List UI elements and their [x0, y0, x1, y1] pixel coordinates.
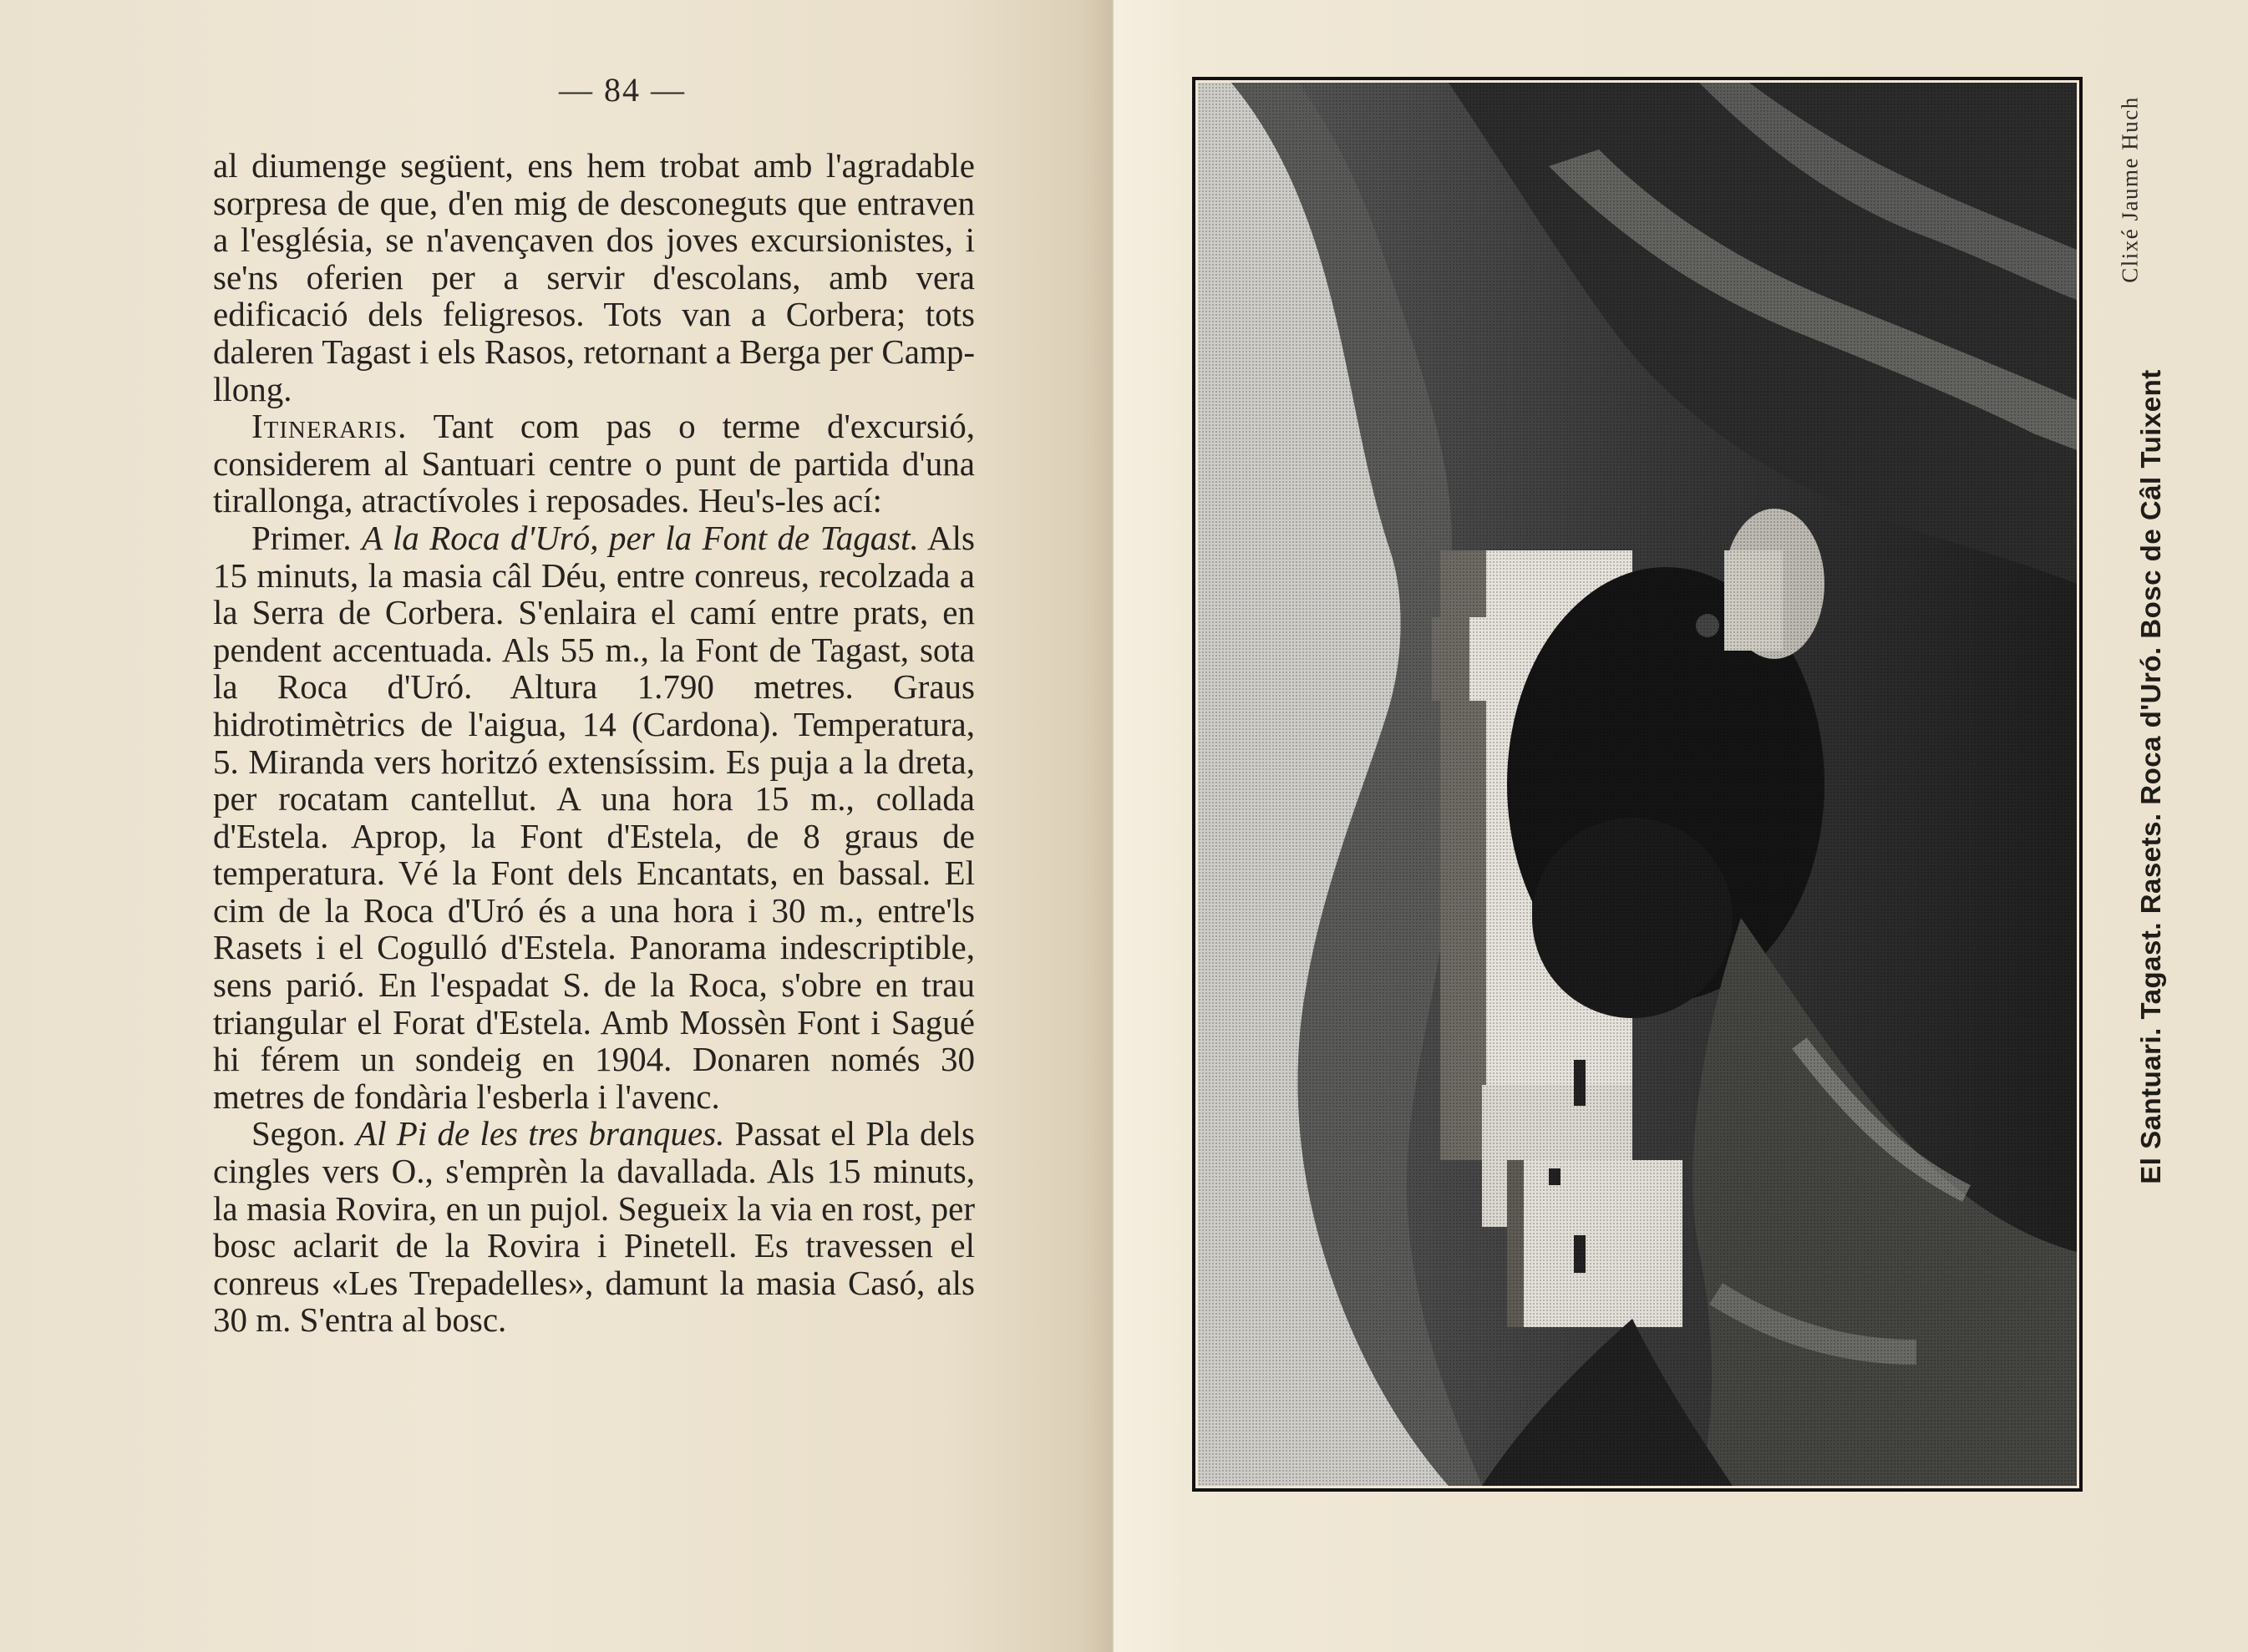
- photo-credit: Clixé Jaume Huch: [2117, 96, 2143, 283]
- route-title: Al Pi de les tres branques.: [356, 1114, 725, 1153]
- photo-caption: El Santuari. Tagast. Rasets. Roca d'Uró. Bosc de Câl Tuixent: [2135, 369, 2166, 1184]
- sanctuary-photo: [1198, 83, 2077, 1486]
- section-lead: Itineraris.: [251, 407, 408, 446]
- photo-plate: [1192, 77, 2083, 1492]
- body-text: [213, 147, 975, 1339]
- paragraph-segon: Segon. Al Pi de les tres branques. Passat el Pla dels cingles vers O., s'emprèn la davallada. Als 15 minuts, la masia Rovira, en un pujol. Segueix la via en rost, per bosc aclarit de la Rovira i Pinetell. Es travessen el conreus «Les Trepadelles», damunt la masia Casó, als 30 m. S'entra al bosc.: [213, 1114, 976, 1340]
- paragraph-itineraris: Itineraris. Tant com pas o terme d'excursió, considerem al Santuari centre o punt de partida d'una tirallonga, atractívoles i reposades. Heu's-les ací:: [213, 407, 975, 520]
- page-number: — 84 —: [559, 71, 686, 109]
- left-page: [0, 0, 1114, 1652]
- route-title: A la Roca d'Uró, per la Font de Tagast.: [362, 518, 919, 557]
- halftone-landscape-image: [1198, 83, 2077, 1486]
- paragraph-continuation: al diumenge següent, ens hem trobat amb l'agradable sorpresa de que, d'en mig de desconeguts que entraven a l'església, se n'avençaven dos joves excursionistes, i se'ns oferien per a servir d'escolans, amb vera edificació dels feligresos. Tots van a Corbera; tots daleren Tagast i els Rasos, retornant a Berga per Camp-llong.: [213, 146, 975, 408]
- route-lead: Segon.: [251, 1114, 346, 1153]
- route-lead: Primer.: [251, 518, 352, 557]
- paragraph-primer: Primer. A la Roca d'Uró, per la Font de Tagast. Als 15 minuts, la masia câl Déu, entre conreus, recolzada a la Serra de Corbera. S'enlaira el camí entre prats, en pendent accentuada. Als 55 m., la Font de Tagast, sota la Roca d'Uró. Altura 1.790 metres. Graus hidrotimètrics de l'aigua, 14 (Cardona). Temperatura, 5. Miranda vers horitzó extensíssim. Es puja a la dreta, per rocatam cantellut. A una hora 15 m., collada d'Estela. Aprop, la Font d'Estela, de 8 graus de temperatura. Vé la Font dels Encantats, en bassal. El cim de la Roca d'Uró és a una hora i 30 m., entre'ls Rasets i el Cogulló d'Estela. Panorama indescriptible, sens parió. En l'espadat S. de la Roca, s'obre en trau triangular el Forat d'Estela. Amb Mossèn Font i Sagué hi férem un sondeig en 1904. Donaren només 30 metres de fondària l'esberla i l'avenc.: [213, 518, 975, 1116]
